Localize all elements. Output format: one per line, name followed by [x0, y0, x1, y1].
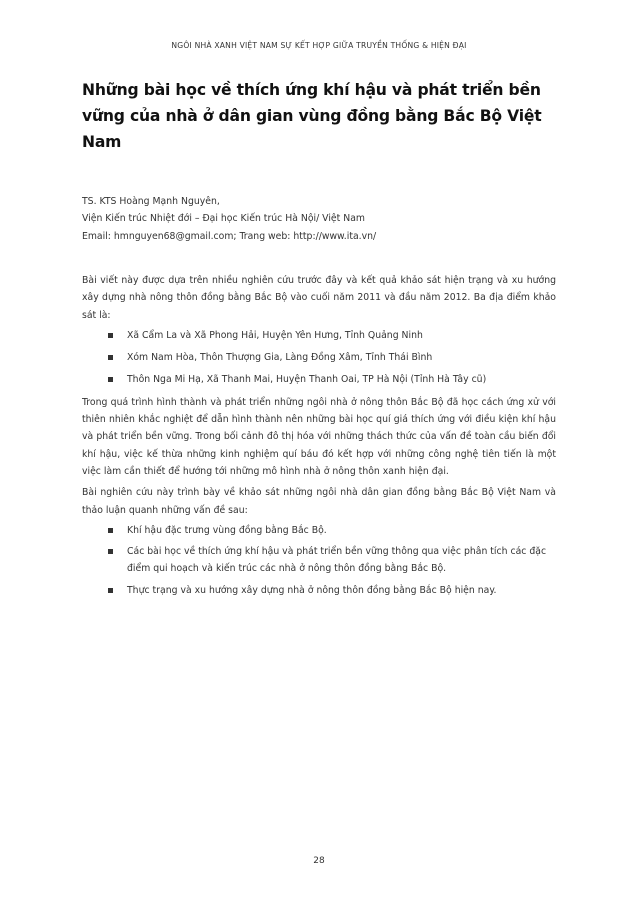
author-contact: Email: hmnguyen68@gmail.com; Trang web: http://www.ita.vn/ — [82, 230, 377, 242]
title-line-2: vững của nhà ở dân gian vùng đồng bằng Bắc Bộ Việt — [82, 107, 542, 125]
author-block — [82, 193, 562, 245]
title-line-3: Nam — [82, 133, 122, 151]
list-item — [82, 371, 556, 388]
author-affiliation: Viện Kiến trúc Nhiệt đới – Đại học Kiến trúc Hà Nội/ Việt Nam — [82, 213, 365, 225]
author-name: TS. KTS Hoàng Mạnh Nguyên, — [82, 196, 220, 207]
list-item — [82, 543, 556, 578]
page-number: 28 — [313, 856, 325, 866]
title-line-1: Những bài học về thích ứng khí hậu và phát triển bền — [82, 81, 541, 99]
square-bullet-icon — [108, 588, 113, 593]
article-body — [82, 272, 556, 603]
topics-list — [82, 522, 556, 599]
list-item-text: Thực trạng và xu hướng xây dựng nhà ở nông thôn đồng bằng Bắc Bộ hiện nay. — [127, 584, 497, 596]
running-header: NGÔI NHÀ XANH VIỆT NAM SỰ KẾT HỢP GIỮA TRUYỀN THỐNG & HIỆN ĐẠI — [171, 41, 467, 50]
square-bullet-icon — [108, 377, 113, 382]
square-bullet-icon — [108, 549, 113, 554]
article-title — [82, 77, 552, 155]
list-item-text: Thôn Nga Mi Hạ, Xã Thanh Mai, Huyện Thanh Oai, TP Hà Nội (Tỉnh Hà Tây cũ) — [127, 374, 487, 386]
list-item-text: Xã Cẩm La và Xã Phong Hải, Huyện Yên Hưng, Tỉnh Quảng Ninh — [127, 329, 423, 341]
square-bullet-icon — [108, 528, 113, 533]
list-item — [82, 327, 556, 344]
list-item — [82, 582, 556, 599]
paragraph-3: Bài nghiên cứu này trình bày về khảo sát những ngôi nhà dân gian đồng bằng Bắc Bộ Việt Nam và thảo luận quanh những vấn đề sau: — [82, 487, 556, 516]
list-item — [82, 349, 556, 366]
intro-paragraph: Bài viết này được dựa trên nhiều nghiên cứu trước đây và kết quả khảo sát hiện trạng và xu hướng xây dựng nhà nông thôn đồng bằng Bắc Bộ vào cuối năm 2011 và đầu năm 2012. Ba địa điểm khảo sát là: — [82, 275, 556, 321]
paragraph-2: Trong quá trình hình thành và phát triển những ngôi nhà ở nông thôn Bắc Bộ đã học cách ứng xử với thiên nhiên khắc nghiệt để dẫn hình thành nên những bài học quí giá thích ứng với điều kiện khí hậu và phát triển bền vững. Trong bối cảnh đô thị hóa với những thách thức của vấn đề toàn cầu biến đổi khí hậu, việc kế thừa những kinh nghiệm quí báu đó kết hợp với những công nghệ tiên tiến là một việc làm cần thiết để hướng tới những mô hình nhà ở nông thôn xanh hiện đại. — [82, 396, 556, 477]
square-bullet-icon — [108, 355, 113, 360]
square-bullet-icon — [108, 333, 113, 338]
list-item-text: Khí hậu đặc trưng vùng đồng bằng Bắc Bộ. — [127, 524, 327, 536]
list-item-text: Xóm Nam Hòa, Thôn Thượng Gia, Làng Đồng Xâm, Tỉnh Thái Bình — [127, 352, 433, 364]
list-item-text: Các bài học về thích ứng khí hậu và phát triển bền vững thông qua việc phân tích các đặc điểm qui hoạch và kiến trúc các nhà ở nông thôn đồng bằng Bắc Bộ. — [127, 546, 547, 575]
survey-sites-list — [82, 327, 556, 389]
list-item — [82, 522, 556, 539]
